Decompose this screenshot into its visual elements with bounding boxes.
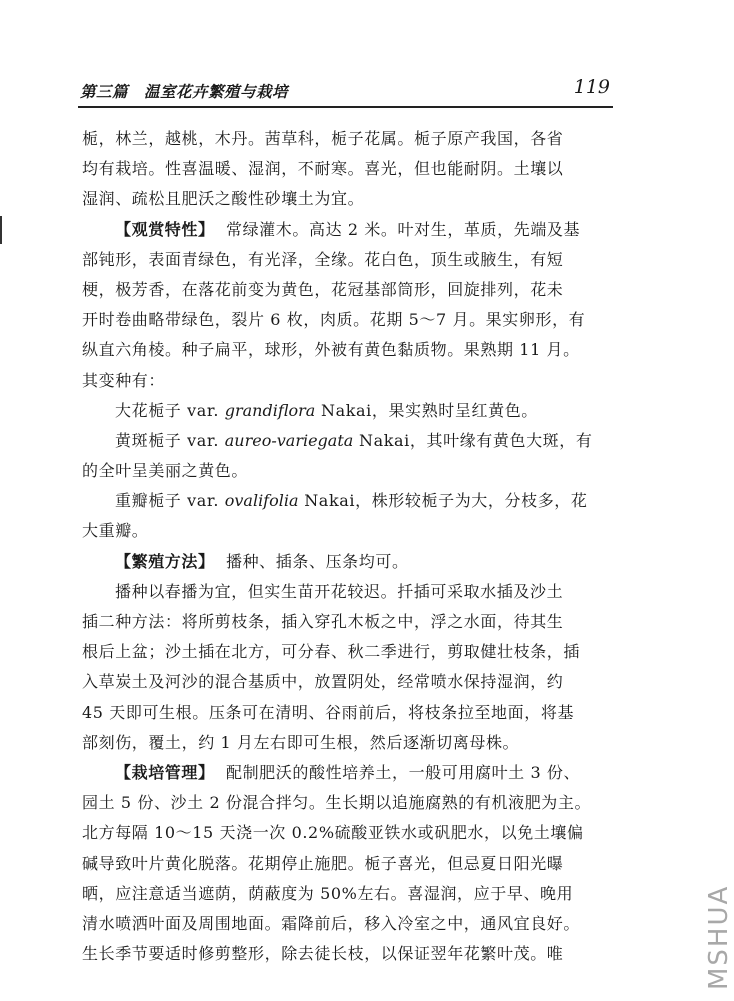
variety-entry: [82, 396, 609, 426]
text-line: 部钝形，表面青绿色，有光泽，全缘。花白色，顶生或腋生，有短: [82, 249, 564, 269]
header-divider: [78, 106, 613, 108]
text-run: Nakai，果实熟时呈红黄色。: [315, 400, 538, 420]
text-line: 45 天即可生根。压条可在清明、谷雨前后，将枝条拉至地面，将基: [82, 702, 575, 722]
text-line: 梗，极芳香，在落花前变为黄色，花冠基部筒形，回旋排列，花未: [82, 279, 564, 299]
text-line: 均有栽培。性喜温暖、湿润，不耐寒。喜光，但也能耐阴。土壤以: [82, 159, 564, 179]
text-line: 的全叶呈美丽之黄色。: [82, 461, 249, 481]
variety-name: 大花栀子 var.: [115, 400, 220, 420]
text-line: 北方每隔 10～15 天浇一次 0.2%硫酸亚铁水或矾肥水，以免土壤偏: [82, 823, 584, 843]
section-heading: 【繁殖方法】: [115, 551, 215, 571]
variety-name: 重瓣栀子 var.: [115, 491, 220, 511]
variety-entry: [82, 426, 609, 456]
text-run: Nakai，株形较栀子为大，分枝多，花: [298, 491, 588, 511]
text-line: 晒，应注意适当遮荫，荫蔽度为 50%左右。喜湿润，应于早、晚用: [82, 883, 574, 903]
text-line: 其变种有：: [82, 370, 166, 390]
text-run: Nakai，其叶缘有黄色大斑，有: [353, 430, 593, 450]
text-line: 湿润、疏松且肥沃之酸性砂壤土为宜。: [82, 189, 365, 209]
text-run: 常绿灌木。高达 2 米。叶对生，革质，先端及基: [225, 219, 581, 239]
margin-mark: [0, 216, 2, 244]
text-line: 播种以春播为宜，但实生苗开花较迟。扦插可采取水插及沙土: [115, 581, 564, 601]
section-ornamental: [82, 215, 609, 245]
page-number: 119: [573, 76, 610, 98]
section-heading: 【栽培管理】: [115, 762, 215, 782]
latin-name: aureo-variegata: [224, 430, 354, 450]
section-cultivation: [82, 758, 609, 788]
text-line: 园土 5 份、沙土 2 份混合拌匀。生长期以追施腐熟的有机液肥为主。: [82, 793, 592, 813]
text-line: 纵直六角棱。种子扁平，球形，外被有黄色黏质物。果熟期 11 月。: [82, 340, 580, 360]
text-line: 入草炭土及河沙的混合基质中，放置阴处，经常喷水保持湿润，约: [82, 672, 564, 692]
text-line: 清水喷洒叶面及周围地面。霜降前后，移入冷室之中，通风宜良好。: [82, 913, 581, 933]
text-line: 根后上盆；沙土插在北方，可分春、秋二季进行，剪取健壮枝条，插: [82, 642, 581, 662]
chapter-title: 第三篇 温室花卉繁殖与栽培: [80, 83, 289, 101]
page-header: [80, 74, 610, 104]
text-run: 播种、插条、压条均可。: [225, 551, 409, 571]
text-line: 栀，林兰，越桃，木丹。茜草科，栀子花属。栀子原产我国，各省: [82, 129, 564, 148]
variety-name: 黄斑栀子 var.: [115, 430, 220, 450]
text-line: 碱导致叶片黄化脱落。花期停止施肥。栀子喜光，但忌夏日阳光曝: [82, 853, 564, 873]
text-line: 插二种方法：将所剪枝条，插入穿孔木板之中，浮之水面，待其生: [82, 612, 564, 631]
section-heading: 【观赏特性】: [115, 219, 215, 239]
variety-entry: [82, 486, 609, 516]
text-line: 开时卷曲略带绿色，裂片 6 枚，肉质。花期 5～7 月。果实卵形，有: [82, 310, 586, 330]
text-line: 部刻伤，覆土，约 1 月左右即可生根，然后逐渐切离母株。: [82, 732, 520, 752]
latin-name: grandiflora: [224, 400, 316, 420]
body-text: [82, 124, 609, 969]
text-line: 大重瓣。: [82, 521, 149, 541]
section-propagation: [82, 547, 609, 577]
watermark-text: MSHUA: [704, 884, 734, 990]
latin-name: ovalifolia: [224, 491, 299, 511]
watermark: [676, 880, 734, 990]
text-line: 生长季节要适时修剪整形，除去徒长枝，以保证翌年花繁叶茂。唯: [82, 944, 564, 964]
text-run: 配制肥沃的酸性培养土，一般可用腐叶土 3 份、: [225, 762, 581, 782]
